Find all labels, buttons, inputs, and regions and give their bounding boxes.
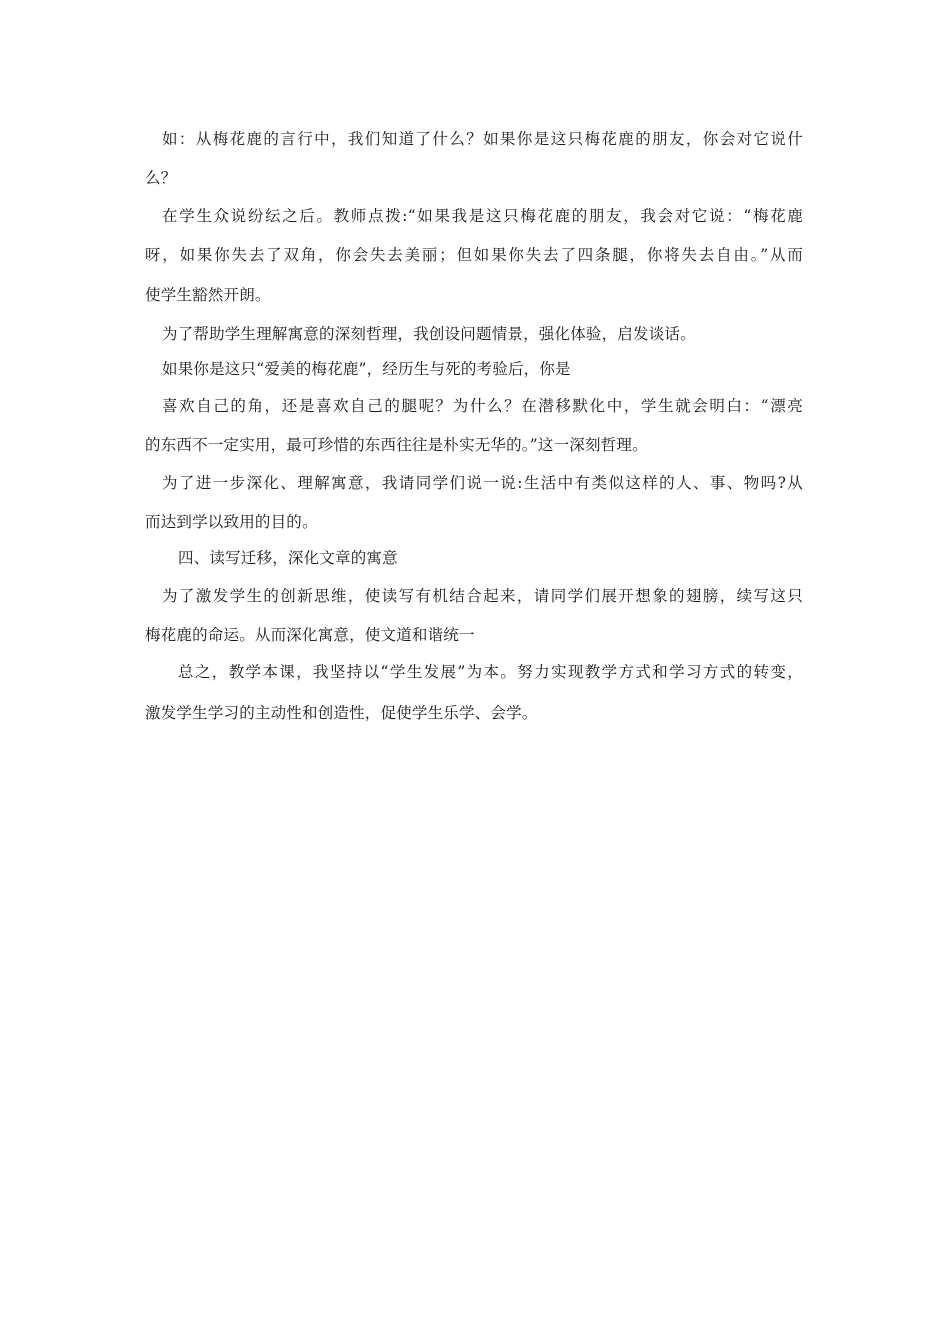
text-line-10: 为了进一步深化、理解寓意，我请同学们说一说:生活中有类似这样的人、事、物吗?从 (162, 474, 803, 492)
text-line-2: 么？ (145, 169, 177, 187)
text-line-8: 喜欢自己的角，还是喜欢自己的腿呢？为什么？在潜移默化中，学生就会明白：“漂亮 (162, 397, 803, 415)
text-line-4: 呀，如果你失去了双角，你会失去美丽；但如果你失去了四条腿，你将失去自由。”从而 (145, 246, 803, 264)
text-line-13: 为了激发学生的创新思维，使读写有机结合起来，请同学们展开想象的翅膀，续写这只 (162, 587, 803, 605)
text-line-14: 梅花鹿的命运。从而深化寓意，使文道和谐统一 (145, 626, 475, 644)
text-line-1: 如：从梅花鹿的言行中，我们知道了什么？如果你是这只梅花鹿的朋友，你会对它说什 (162, 130, 803, 148)
text-line-9: 的东西不一定实用，最可珍惜的东西往往是朴实无华的。”这一深刻哲理。 (145, 436, 648, 454)
section-heading: 四、读写迁移，深化文章的寓意 (178, 549, 398, 567)
text-line-15: 总之，教学本课，我坚持以“学生发展”为本。努力实现教学方式和学习方式的转变， (178, 663, 803, 681)
text-line-6: 为了帮助学生理解寓意的深刻哲理，我创设问题情景，强化体验，启发谈话。 (162, 325, 696, 343)
text-line-16: 激发学生学习的主动性和创造性，促使学生乐学、会学。 (145, 704, 538, 722)
text-line-3: 在学生众说纷纭之后。教师点拨:“如果我是这只梅花鹿的朋友，我会对它说：“梅花鹿 (162, 207, 803, 225)
text-line-7: 如果你是这只“爱美的梅花鹿”，经历生与死的考验后，你是 (162, 360, 571, 378)
text-line-11: 而达到学以致用的目的。 (145, 513, 318, 531)
text-line-5: 使学生豁然开朗。 (145, 286, 271, 304)
